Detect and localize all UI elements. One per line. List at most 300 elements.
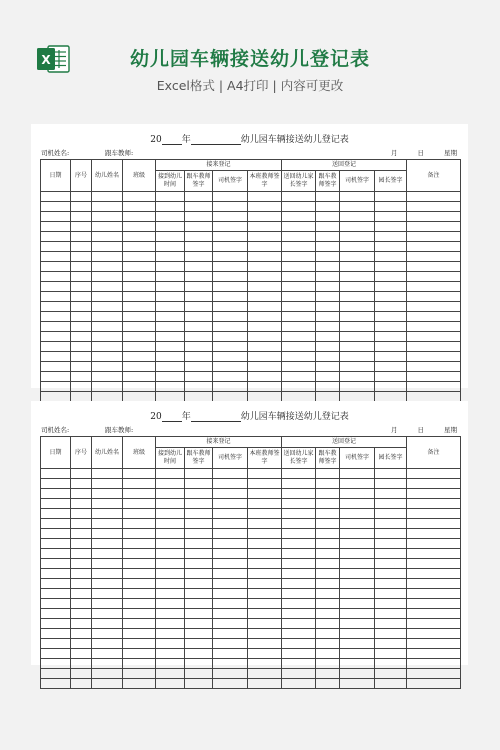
table-cell[interactable] [185,252,213,262]
table-cell[interactable] [316,252,340,262]
table-cell[interactable] [248,202,282,212]
table-cell[interactable] [340,332,375,342]
table-cell[interactable] [92,559,123,569]
table-cell[interactable] [407,569,461,579]
table-cell[interactable] [123,549,156,559]
table-cell[interactable] [185,479,213,489]
table-cell[interactable] [41,659,71,669]
table-cell[interactable] [213,669,248,679]
table-cell[interactable] [156,669,185,679]
table-cell[interactable] [92,649,123,659]
table-cell[interactable] [71,212,92,222]
table-cell[interactable] [71,579,92,589]
table-cell[interactable] [71,392,92,402]
table-cell[interactable] [185,342,213,352]
table-cell[interactable] [156,222,185,232]
table-cell[interactable] [316,372,340,382]
table-cell[interactable] [185,469,213,479]
table-cell[interactable] [316,669,340,679]
table-cell[interactable] [407,469,461,479]
table-cell[interactable] [316,579,340,589]
table-cell[interactable] [316,529,340,539]
table-cell[interactable] [248,569,282,579]
table-cell[interactable] [41,549,71,559]
table-cell[interactable] [123,342,156,352]
table-cell[interactable] [340,509,375,519]
table-cell[interactable] [213,529,248,539]
table-cell[interactable] [213,559,248,569]
table-cell[interactable] [375,679,407,689]
table-cell[interactable] [248,469,282,479]
table-cell[interactable] [92,609,123,619]
table-cell[interactable] [123,469,156,479]
table-cell[interactable] [123,302,156,312]
table-cell[interactable] [248,302,282,312]
table-cell[interactable] [340,282,375,292]
table-cell[interactable] [248,519,282,529]
table-cell[interactable] [92,372,123,382]
table-cell[interactable] [316,242,340,252]
table-cell[interactable] [407,352,461,362]
table-cell[interactable] [71,372,92,382]
table-cell[interactable] [248,489,282,499]
table-cell[interactable] [123,232,156,242]
table-cell[interactable] [185,569,213,579]
table-cell[interactable] [282,629,316,639]
table-cell[interactable] [248,242,282,252]
table-cell[interactable] [375,192,407,202]
table-cell[interactable] [340,232,375,242]
table-cell[interactable] [92,529,123,539]
table-cell[interactable] [71,232,92,242]
table-cell[interactable] [282,549,316,559]
table-cell[interactable] [41,609,71,619]
table-cell[interactable] [248,629,282,639]
table-cell[interactable] [213,539,248,549]
table-cell[interactable] [41,192,71,202]
table-cell[interactable] [156,469,185,479]
table-cell[interactable] [340,529,375,539]
table-cell[interactable] [340,202,375,212]
table-cell[interactable] [407,679,461,689]
table-cell[interactable] [213,342,248,352]
table-cell[interactable] [340,302,375,312]
table-cell[interactable] [156,252,185,262]
table-cell[interactable] [71,272,92,282]
table-cell[interactable] [92,302,123,312]
table-cell[interactable] [375,302,407,312]
table-cell[interactable] [375,499,407,509]
table-cell[interactable] [340,619,375,629]
table-cell[interactable] [123,599,156,609]
table-cell[interactable] [282,679,316,689]
table-cell[interactable] [41,392,71,402]
table-cell[interactable] [92,382,123,392]
table-cell[interactable] [340,272,375,282]
table-cell[interactable] [185,489,213,499]
table-cell[interactable] [41,489,71,499]
table-cell[interactable] [92,342,123,352]
table-cell[interactable] [248,292,282,302]
table-cell[interactable] [213,509,248,519]
table-cell[interactable] [316,212,340,222]
table-cell[interactable] [407,312,461,322]
table-cell[interactable] [92,222,123,232]
table-cell[interactable] [340,659,375,669]
table-cell[interactable] [213,322,248,332]
table-cell[interactable] [185,529,213,539]
table-cell[interactable] [41,639,71,649]
table-cell[interactable] [282,232,316,242]
table-cell[interactable] [375,292,407,302]
table-cell[interactable] [407,392,461,402]
table-cell[interactable] [340,362,375,372]
table-cell[interactable] [92,232,123,242]
table-cell[interactable] [213,372,248,382]
table-cell[interactable] [213,312,248,322]
table-cell[interactable] [213,609,248,619]
table-cell[interactable] [213,519,248,529]
table-cell[interactable] [123,619,156,629]
table-cell[interactable] [185,639,213,649]
table-cell[interactable] [282,362,316,372]
table-cell[interactable] [41,382,71,392]
table-cell[interactable] [185,232,213,242]
table-cell[interactable] [375,242,407,252]
table-cell[interactable] [156,212,185,222]
table-cell[interactable] [248,649,282,659]
table-cell[interactable] [340,539,375,549]
table-cell[interactable] [375,619,407,629]
table-cell[interactable] [340,589,375,599]
table-cell[interactable] [407,262,461,272]
table-cell[interactable] [123,292,156,302]
table-cell[interactable] [41,669,71,679]
table-cell[interactable] [282,469,316,479]
table-cell[interactable] [407,479,461,489]
table-cell[interactable] [92,252,123,262]
table-cell[interactable] [123,262,156,272]
table-cell[interactable] [41,352,71,362]
table-cell[interactable] [407,212,461,222]
table-cell[interactable] [282,479,316,489]
table-cell[interactable] [156,659,185,669]
table-cell[interactable] [156,549,185,559]
table-cell[interactable] [213,232,248,242]
table-cell[interactable] [41,619,71,629]
table-cell[interactable] [340,579,375,589]
table-cell[interactable] [340,392,375,402]
table-cell[interactable] [282,202,316,212]
table-cell[interactable] [185,609,213,619]
table-cell[interactable] [248,192,282,202]
table-cell[interactable] [248,382,282,392]
table-cell[interactable] [213,649,248,659]
table-cell[interactable] [375,579,407,589]
table-cell[interactable] [316,659,340,669]
table-cell[interactable] [41,599,71,609]
table-cell[interactable] [340,242,375,252]
table-cell[interactable] [340,352,375,362]
table-cell[interactable] [316,262,340,272]
table-cell[interactable] [407,529,461,539]
table-cell[interactable] [340,372,375,382]
table-cell[interactable] [248,579,282,589]
table-cell[interactable] [213,679,248,689]
table-cell[interactable] [407,372,461,382]
table-cell[interactable] [123,519,156,529]
table-cell[interactable] [282,489,316,499]
table-cell[interactable] [92,322,123,332]
table-cell[interactable] [248,392,282,402]
table-cell[interactable] [123,202,156,212]
table-cell[interactable] [71,619,92,629]
table-cell[interactable] [41,569,71,579]
table-cell[interactable] [41,362,71,372]
table-cell[interactable] [156,342,185,352]
table-cell[interactable] [340,382,375,392]
table-cell[interactable] [185,192,213,202]
table-cell[interactable] [316,222,340,232]
table-cell[interactable] [41,242,71,252]
table-cell[interactable] [185,519,213,529]
table-cell[interactable] [185,302,213,312]
table-cell[interactable] [156,322,185,332]
table-cell[interactable] [340,679,375,689]
table-cell[interactable] [407,599,461,609]
table-cell[interactable] [375,639,407,649]
table-cell[interactable] [92,392,123,402]
table-cell[interactable] [92,352,123,362]
table-cell[interactable] [375,362,407,372]
table-cell[interactable] [282,332,316,342]
table-cell[interactable] [375,609,407,619]
table-cell[interactable] [375,392,407,402]
table-cell[interactable] [375,479,407,489]
table-cell[interactable] [185,202,213,212]
table-cell[interactable] [213,659,248,669]
table-cell[interactable] [316,589,340,599]
table-cell[interactable] [340,569,375,579]
table-cell[interactable] [375,549,407,559]
table-cell[interactable] [316,509,340,519]
table-cell[interactable] [407,659,461,669]
table-cell[interactable] [213,382,248,392]
table-cell[interactable] [156,292,185,302]
table-cell[interactable] [407,252,461,262]
table-cell[interactable] [213,569,248,579]
table-cell[interactable] [375,649,407,659]
table-cell[interactable] [248,322,282,332]
table-cell[interactable] [316,569,340,579]
table-cell[interactable] [282,272,316,282]
table-cell[interactable] [156,619,185,629]
table-cell[interactable] [248,282,282,292]
table-cell[interactable] [248,589,282,599]
table-cell[interactable] [316,549,340,559]
table-cell[interactable] [185,669,213,679]
table-cell[interactable] [156,242,185,252]
table-cell[interactable] [407,589,461,599]
table-cell[interactable] [248,212,282,222]
table-cell[interactable] [41,529,71,539]
table-cell[interactable] [71,589,92,599]
table-cell[interactable] [248,352,282,362]
table-cell[interactable] [213,352,248,362]
table-cell[interactable] [123,639,156,649]
table-cell[interactable] [156,382,185,392]
table-cell[interactable] [407,242,461,252]
table-cell[interactable] [92,539,123,549]
table-cell[interactable] [248,312,282,322]
table-cell[interactable] [123,559,156,569]
table-cell[interactable] [282,322,316,332]
table-cell[interactable] [71,679,92,689]
table-cell[interactable] [213,392,248,402]
table-cell[interactable] [156,302,185,312]
table-cell[interactable] [375,569,407,579]
table-cell[interactable] [248,342,282,352]
table-cell[interactable] [71,282,92,292]
table-cell[interactable] [92,619,123,629]
table-cell[interactable] [71,312,92,322]
table-cell[interactable] [71,202,92,212]
table-cell[interactable] [123,242,156,252]
table-cell[interactable] [407,322,461,332]
table-cell[interactable] [248,549,282,559]
table-cell[interactable] [185,509,213,519]
table-cell[interactable] [316,342,340,352]
table-cell[interactable] [71,639,92,649]
table-cell[interactable] [340,599,375,609]
table-cell[interactable] [213,222,248,232]
table-cell[interactable] [375,232,407,242]
table-cell[interactable] [92,509,123,519]
table-cell[interactable] [248,529,282,539]
table-cell[interactable] [92,282,123,292]
table-cell[interactable] [156,479,185,489]
table-cell[interactable] [407,192,461,202]
table-cell[interactable] [340,312,375,322]
table-cell[interactable] [407,499,461,509]
table-cell[interactable] [375,252,407,262]
table-cell[interactable] [185,392,213,402]
table-cell[interactable] [185,559,213,569]
table-cell[interactable] [71,262,92,272]
table-cell[interactable] [407,272,461,282]
table-cell[interactable] [340,222,375,232]
table-cell[interactable] [156,679,185,689]
table-cell[interactable] [282,192,316,202]
table-cell[interactable] [248,599,282,609]
table-cell[interactable] [375,332,407,342]
table-cell[interactable] [71,569,92,579]
table-cell[interactable] [71,479,92,489]
table-cell[interactable] [185,499,213,509]
table-cell[interactable] [92,272,123,282]
table-cell[interactable] [41,629,71,639]
table-cell[interactable] [375,202,407,212]
table-cell[interactable] [248,222,282,232]
table-cell[interactable] [248,372,282,382]
table-cell[interactable] [282,529,316,539]
table-cell[interactable] [123,509,156,519]
table-cell[interactable] [213,212,248,222]
table-cell[interactable] [41,342,71,352]
table-cell[interactable] [41,559,71,569]
table-cell[interactable] [248,639,282,649]
table-cell[interactable] [92,579,123,589]
table-cell[interactable] [156,372,185,382]
table-cell[interactable] [407,382,461,392]
table-cell[interactable] [316,272,340,282]
table-cell[interactable] [185,272,213,282]
table-cell[interactable] [340,292,375,302]
table-cell[interactable] [407,619,461,629]
table-cell[interactable] [375,382,407,392]
table-cell[interactable] [71,489,92,499]
table-cell[interactable] [282,252,316,262]
table-cell[interactable] [123,679,156,689]
table-cell[interactable] [123,392,156,402]
table-cell[interactable] [248,509,282,519]
table-cell[interactable] [71,302,92,312]
table-cell[interactable] [407,579,461,589]
table-cell[interactable] [282,509,316,519]
table-cell[interactable] [41,372,71,382]
table-cell[interactable] [185,382,213,392]
table-cell[interactable] [123,609,156,619]
table-cell[interactable] [248,499,282,509]
table-cell[interactable] [375,599,407,609]
table-cell[interactable] [213,469,248,479]
table-cell[interactable] [156,539,185,549]
table-cell[interactable] [282,589,316,599]
table-cell[interactable] [156,352,185,362]
table-cell[interactable] [316,649,340,659]
table-cell[interactable] [123,629,156,639]
table-cell[interactable] [316,519,340,529]
table-cell[interactable] [248,252,282,262]
table-cell[interactable] [282,599,316,609]
table-cell[interactable] [375,559,407,569]
table-cell[interactable] [375,262,407,272]
table-cell[interactable] [41,262,71,272]
table-cell[interactable] [71,669,92,679]
table-cell[interactable] [316,599,340,609]
table-cell[interactable] [407,509,461,519]
table-cell[interactable] [375,519,407,529]
table-cell[interactable] [340,499,375,509]
table-cell[interactable] [316,332,340,342]
table-cell[interactable] [156,509,185,519]
table-cell[interactable] [407,362,461,372]
table-cell[interactable] [185,322,213,332]
table-cell[interactable] [248,479,282,489]
table-cell[interactable] [41,469,71,479]
table-cell[interactable] [316,559,340,569]
table-cell[interactable] [282,519,316,529]
table-cell[interactable] [156,649,185,659]
table-cell[interactable] [407,342,461,352]
table-cell[interactable] [316,609,340,619]
table-cell[interactable] [340,252,375,262]
table-cell[interactable] [156,202,185,212]
table-cell[interactable] [156,639,185,649]
table-cell[interactable] [213,192,248,202]
table-cell[interactable] [123,312,156,322]
table-cell[interactable] [71,509,92,519]
